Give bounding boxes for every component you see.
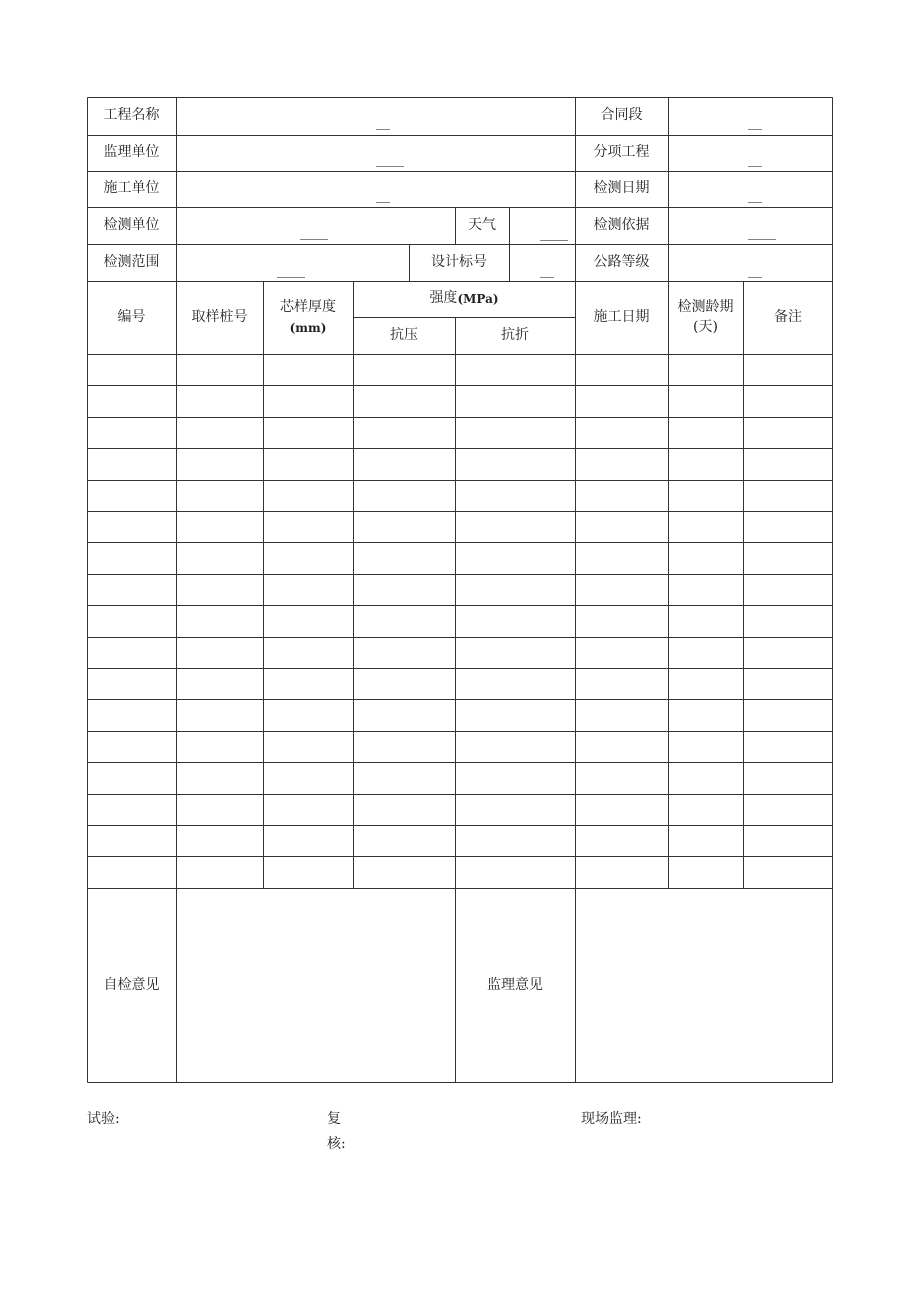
column-header-flexural: 抗折 (501, 326, 529, 343)
weather-label: 天气 (468, 216, 496, 233)
reviewer-label-line2: 核: (327, 1136, 346, 1152)
sub-project-value[interactable]: ＿ (748, 153, 762, 169)
road-grade-label: 公路等级 (593, 253, 650, 270)
reviewer-label-line1: 复 (327, 1111, 341, 1127)
column-header-sample-station: 取样桩号 (191, 308, 248, 325)
column-header-remarks: 备注 (774, 308, 802, 325)
core-thickness-unit: (mm) (289, 320, 327, 335)
test-date-value[interactable]: ＿ (748, 189, 762, 205)
test-date-label: 检测日期 (593, 180, 650, 197)
tester-signature-label: 试验: (87, 1111, 120, 1127)
reviewer-signature-label (327, 1107, 346, 1157)
sub-project-label: 分项工程 (593, 144, 650, 161)
self-check-opinion-area[interactable] (176, 888, 455, 1083)
supervision-opinion-label: 监理意见 (487, 976, 543, 993)
supervision-opinion-area[interactable] (575, 888, 833, 1083)
test-unit-label: 检测单位 (103, 216, 160, 233)
test-range-value[interactable]: ＿＿ (277, 264, 305, 280)
project-name-value[interactable]: ＿ (376, 116, 390, 132)
design-mark-label: 设计标号 (431, 253, 487, 270)
core-thickness-title: 芯样厚度 (280, 299, 336, 316)
strength-unit: (MPa) (457, 291, 499, 306)
project-name-label: 工程名称 (103, 107, 160, 124)
column-header-compressive: 抗压 (390, 326, 418, 343)
test-range-label: 检测范围 (103, 253, 160, 270)
road-grade-value[interactable]: ＿ (748, 264, 762, 280)
strength-title: 强度 (429, 290, 458, 307)
column-header-strength (353, 281, 575, 317)
column-header-core-thickness (263, 281, 353, 354)
self-check-opinion-label: 自检意见 (103, 976, 160, 993)
weather-value[interactable]: ＿＿ (540, 227, 568, 243)
contract-section-label: 合同段 (600, 107, 643, 124)
construction-unit-value[interactable]: ＿ (376, 189, 390, 205)
column-header-number: 编号 (117, 308, 146, 325)
construction-unit-label: 施工单位 (103, 180, 160, 197)
test-age-title: 检测龄期 (677, 299, 734, 315)
supervision-unit-label: 监理单位 (103, 144, 160, 161)
test-unit-value[interactable]: ＿＿ (300, 226, 328, 242)
test-basis-value[interactable]: ＿＿ (748, 226, 776, 242)
test-basis-label: 检测依据 (593, 216, 650, 233)
design-mark-value[interactable]: ＿ (540, 264, 554, 280)
column-header-construction-date: 施工日期 (593, 308, 650, 325)
contract-section-value[interactable]: ＿ (748, 116, 762, 132)
supervision-unit-value[interactable]: ＿＿ (376, 153, 404, 169)
test-age-unit: (天) (693, 318, 718, 335)
site-supervisor-signature-label: 现场监理: (581, 1111, 642, 1127)
column-header-test-age (668, 281, 743, 354)
core-sample-test-form (87, 97, 833, 1083)
